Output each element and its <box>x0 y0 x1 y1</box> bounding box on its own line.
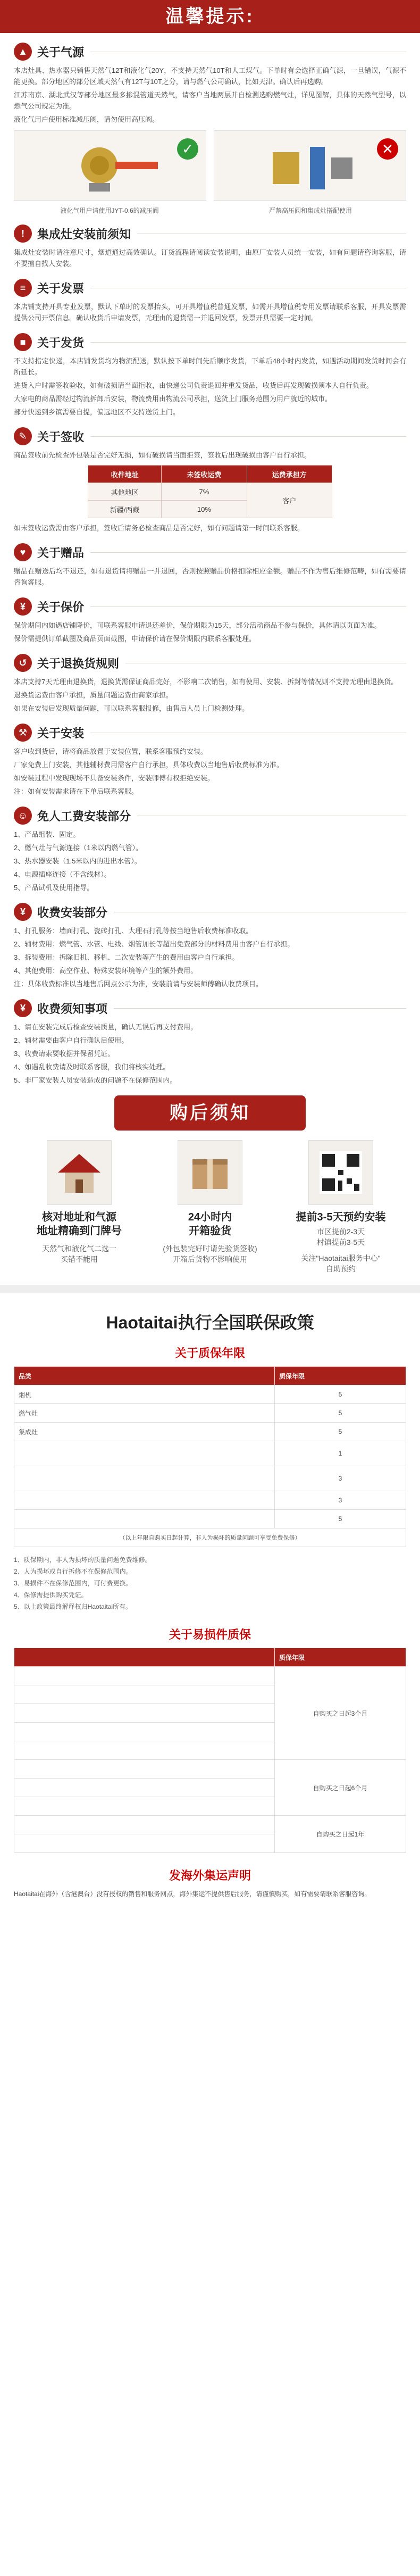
table-cell <box>14 1466 275 1491</box>
table-cell <box>14 1816 275 1834</box>
divider <box>90 552 406 553</box>
paragraph: 厂家免费上门安装，其他辅材费用需客户自行承担，具体收费以当地售后收费标准为准。 <box>14 761 284 769</box>
table-header <box>14 1648 275 1667</box>
paragraph: 部分快递到乡镇需要自提，偏远地区不支持送货上门。 <box>14 408 180 416</box>
note: 4、保修需提供购买凭证。 <box>14 1591 88 1599</box>
policy-notes <box>0 1547 420 1612</box>
policy-subtitle: 发海外集运声明 <box>169 1869 251 1882</box>
table-cell <box>14 1779 275 1797</box>
paragraph: 本店铺支持开具专业发票，默认下单时的发票抬头，可开具增值税普通发票，如需开具增值税专用发票请联系客服，开具发票需提供公司开票信息。确认收货后申请发票，无理由的退货需一并退回发票，发票开具需要一定时间。 <box>14 303 406 322</box>
table-cell: 1 <box>275 1441 406 1466</box>
paragraph: 赠品在赠送后均不退还，如有退货请将赠品一并退回，否则按照赠品价格扣除相应金额。赠品不作为售后维修范畴，如有需要请咨询客服。 <box>14 567 406 586</box>
section-shipping <box>14 333 406 351</box>
house-icon <box>47 1140 112 1205</box>
paragraph: 本店支持7天无理由退换货，退换货需保证商品完好，不影响二次销售，如有使用、安装、拆封等情况则不支持无理由退换货。 <box>14 678 398 686</box>
warranty-table <box>14 1366 406 1547</box>
divider <box>90 342 406 343</box>
table-cell: 3 <box>275 1466 406 1491</box>
paragraph: 3、收费请索要收据并保留凭证。 <box>14 1050 115 1058</box>
section-receipt <box>14 427 406 445</box>
paragraph: 如果在安装后发现质量问题，可以联系客服报修，由售后人员上门检测处理。 <box>14 704 249 712</box>
table-cell: 5 <box>275 1404 406 1423</box>
table-cell: 3 <box>275 1491 406 1510</box>
policy-subtitle: 关于易损件质保 <box>169 1628 251 1641</box>
paragraph: 1、打孔服务：墙面打孔、瓷砖打孔、大理石打孔等按当地售后收费标准收取。 <box>14 927 253 935</box>
table-row <box>14 1441 406 1466</box>
table-row <box>14 1385 406 1404</box>
note: 1、质保期内，非人为损坏的质量问题免费维修。 <box>14 1556 152 1564</box>
paragraph: 5、产品试机及使用指导。 <box>14 884 94 892</box>
caption: 液化气用户请使用JYT-0.6的减压阀 <box>60 207 159 214</box>
paragraph: 液化气用户使用标准减压阀，请勿使用高压阀。 <box>14 115 159 123</box>
paragraph: 保价期间内如遇店铺降价，可联系客服申请退还差价，保价期限为15天，部分活动商品不参与保价，具体请以页面为准。 <box>14 621 381 629</box>
shipping-fee-table <box>88 465 332 518</box>
table-cell: 其他地区 <box>88 483 162 501</box>
note: 2、人为损坏或自行拆修不在保修范围内。 <box>14 1568 132 1575</box>
invoice-icon: ≡ <box>14 279 32 297</box>
table-cell: 7% <box>162 483 247 501</box>
qr-code-icon <box>308 1140 373 1205</box>
paragraph: 4、其他费用：高空作业、特殊安装环境等产生的额外费用。 <box>14 967 198 975</box>
valve-images <box>14 130 406 201</box>
table-row <box>14 1528 406 1547</box>
table-header: 收件地址 <box>88 466 162 483</box>
gift-icon: ♥ <box>14 543 32 561</box>
section-divider <box>0 1285 420 1293</box>
notice-head: 提前3-5天预约安装 <box>296 1211 386 1223</box>
table-row <box>88 483 332 501</box>
paragraph: 5、非厂家安装人员安装造成的问题不在保修范围内。 <box>14 1076 177 1084</box>
table-cell: 燃气灶 <box>14 1404 275 1423</box>
table-cell: 自购买之日起3个月 <box>275 1667 406 1760</box>
paragraph: 2、燃气灶与气源连接（1米以内燃气管）。 <box>14 844 142 852</box>
policy-title: Haotaitai执行全国联保政策 <box>106 1313 314 1332</box>
table-cell <box>14 1797 275 1816</box>
cross-icon: ✕ <box>377 138 398 160</box>
policy-subtitle: 关于质保年限 <box>174 1347 245 1360</box>
warning-icon: ! <box>14 225 32 243</box>
table-cell: 烟机 <box>14 1385 275 1404</box>
divider <box>90 606 406 607</box>
paragraph: 1、请在安装完成后检查安装质量，确认无误后再支付费用。 <box>14 1023 198 1031</box>
paragraph: 2、辅材需要由客户自行确认后使用。 <box>14 1036 129 1044</box>
section-title: 关于签收 <box>37 430 85 444</box>
table-row <box>14 1667 406 1685</box>
notice-foot: (外包装完好时请先验货签收) 开箱后货物不影响使用 <box>163 1244 257 1264</box>
table-row <box>14 1510 406 1528</box>
table-header: 运费承担方 <box>247 466 332 483</box>
section-title: 关于发票 <box>37 281 85 295</box>
table-cell <box>14 1685 275 1704</box>
table-cell <box>14 1491 275 1510</box>
paragraph: 进货入户时需签收验收，如有破损请当面拒收，由快递公司负责退回并重发货品，收货后再发现破损须本人自行负责。 <box>14 381 374 389</box>
table-header: 质保年限 <box>275 1648 406 1667</box>
table-row <box>14 1760 406 1779</box>
page-title: 温馨提示: <box>165 6 255 27</box>
table-footnote: （以上年限自购买日起计算，非人为损坏的质量问题可享受免费保修） <box>14 1528 406 1547</box>
table-cell: 集成灶 <box>14 1423 275 1441</box>
table-cell: 客户 <box>247 483 332 518</box>
consumables-table <box>14 1648 406 1853</box>
table-cell <box>14 1723 275 1741</box>
notice-foot: 关注"Haotaitai服务中心" 自助预约 <box>301 1254 381 1273</box>
valve-image-correct <box>14 130 206 201</box>
table-row <box>14 1816 406 1834</box>
paragraph: 本店灶具、热水器只销售天然气12T和液化气20Y，不支持天然气10T和人工煤气。下单时有会选择正确气源，一旦错误，气源不能更换。部分地区的部分区域天然气有12T与10T之分，请与燃气公司确认，比如天津。确认后再选购。 <box>14 67 406 86</box>
table-cell <box>14 1760 275 1779</box>
yen-icon: ¥ <box>14 597 32 616</box>
table-cell <box>14 1834 275 1853</box>
table-cell: 5 <box>275 1385 406 1404</box>
table-cell <box>14 1704 275 1723</box>
paragraph: 江苏南京、湖北武汉等部分地区最多掺混管道天然气，请客户当地两层并自检测选购燃气灶，详见图解，具体的天然气型号，以燃气公司规定为准。 <box>14 91 406 110</box>
truck-icon: ■ <box>14 333 32 351</box>
section-fee-notes <box>14 999 406 1017</box>
paragraph: 注：如有安装需求请在下单后联系客服。 <box>14 787 139 795</box>
caption: 严禁高压阀和集成灶搭配使用 <box>268 207 352 214</box>
notice-sub: 地址精确到门牌号 <box>37 1225 122 1237</box>
section-invoice <box>14 279 406 297</box>
table-cell: 10% <box>162 501 247 518</box>
table-row <box>14 1404 406 1423</box>
paragraph: 2、辅材费用：燃气管、水管、电线、烟管加长等超出免费部分的材料费用由客户自行承担。 <box>14 940 295 948</box>
paragraph: 退换货运费由客户承担，质量问题运费由商家承担。 <box>14 691 173 699</box>
section-title: 关于安装 <box>37 726 85 740</box>
paragraph: 3、热水器安装（1.5米以内的进出水管）。 <box>14 857 141 865</box>
table-header: 品类 <box>14 1367 275 1385</box>
table-cell: 自购买之日起6个月 <box>275 1760 406 1816</box>
section-title: 集成灶安装前须知 <box>37 227 131 241</box>
table-row <box>14 1466 406 1491</box>
section-paid-install <box>14 903 406 921</box>
table-row <box>14 1423 406 1441</box>
valve-image-wrong <box>214 130 406 201</box>
paragraph: 3、拆装费用：拆除旧机、移机、二次安装等产生的费用由客户自行承担。 <box>14 953 239 961</box>
notice-head: 核对地址和气源 <box>42 1211 116 1223</box>
paragraph: 如安装过程中发现现场不具备安装条件，安装师傅有权拒绝安装。 <box>14 774 215 782</box>
table-cell <box>14 1741 275 1760</box>
notice-items <box>14 1140 406 1274</box>
pressure-valve-icon <box>52 136 169 195</box>
section-title: 关于退换货规则 <box>37 657 120 670</box>
table-header: 质保年限 <box>275 1367 406 1385</box>
paragraph: 4、电源插座连接（不含线材）。 <box>14 870 111 878</box>
table-cell: 5 <box>275 1423 406 1441</box>
table-cell <box>14 1667 275 1685</box>
section-returns <box>14 654 406 672</box>
package-icon <box>178 1140 242 1205</box>
section-title: 收费须知事项 <box>37 1002 108 1016</box>
check-icon: ✓ <box>177 138 198 160</box>
table-header: 未签收运费 <box>162 466 247 483</box>
notice-head: 24小时内 <box>188 1211 232 1223</box>
section-title: 关于赠品 <box>37 546 85 560</box>
paragraph: Haotaitai在海外（含港澳台）没有授权的销售和服务网点，海外集运不提供售后服务，请谨慎购买，如有需要请联系客服咨询。 <box>14 1890 371 1898</box>
paragraph: 商品签收前先检查外包装是否完好无损，如有破损请当面拒签，签收后出现破损由客户自行承担。 <box>14 451 312 459</box>
section-installation <box>14 724 406 742</box>
notice-foot: 天然气和液化气二选一 买错不能用 <box>42 1244 116 1264</box>
return-icon: ↺ <box>14 654 32 672</box>
paragraph: 如未签收运费需由客户承担，签收后请务必检查商品是否完好，如有问题请第一时间联系客服。 <box>14 524 305 532</box>
money-icon: ¥ <box>14 903 32 921</box>
section-title: 关于发货 <box>37 336 85 350</box>
section-title: 免人工费安装部分 <box>37 809 131 823</box>
table-cell <box>14 1510 275 1528</box>
notice-item <box>282 1140 399 1274</box>
note: 3、易损件不在保修范围内，可付费更换。 <box>14 1580 132 1587</box>
table-cell: 5 <box>275 1510 406 1528</box>
paragraph: 1、产品组装、固定。 <box>14 830 80 838</box>
page-header <box>0 0 420 33</box>
divider <box>114 1008 406 1009</box>
notice-sub: 开箱验货 <box>189 1225 231 1237</box>
notice-sub: 市区提前2-3天 村镇提前3-5天 <box>316 1227 365 1247</box>
notice-item <box>152 1140 268 1274</box>
paragraph: 注：具体收费标准以当地售后网点公示为准，安装前请与安装师傅确认收费项目。 <box>14 980 263 988</box>
section-gifts <box>14 543 406 561</box>
section-title: 关于气源 <box>37 45 85 59</box>
table-cell: 自购买之日起1年 <box>275 1816 406 1853</box>
table-row <box>14 1491 406 1510</box>
flame-icon: ▲ <box>14 43 32 61</box>
paragraph: 保价需提供订单截图及商品页面截图，申请保价请在保价期限内联系客服处理。 <box>14 635 256 643</box>
section-free-install <box>14 807 406 825</box>
divider <box>90 436 406 437</box>
money-icon: ¥ <box>14 999 32 1017</box>
section-install-notes <box>14 225 406 243</box>
paragraph: 不支持指定快递，本店铺发货均为物流配送，默认按下单时间先后顺序发货，下单后48小时内发货，如遇活动期间发货时间会有所延长。 <box>14 357 406 376</box>
note: 5、以上政策最终解释权归Haotaitai所有。 <box>14 1603 132 1610</box>
section-title: 收费安装部分 <box>37 905 108 919</box>
section-title: 关于保价 <box>37 600 85 614</box>
image-captions <box>14 206 406 215</box>
notice-banner: 购后须知 <box>114 1095 306 1131</box>
section-gas-source <box>14 43 406 61</box>
person-icon: ☺ <box>14 807 32 825</box>
section-price-protection <box>14 597 406 616</box>
notice-item <box>21 1140 138 1274</box>
paragraph: 集成灶安装时请注意尺寸，烟道通过高效确认。订货流程请阅读安装说明，由原厂安装人员统一安装，如有问题请咨询客服，请不要擅自找人安装。 <box>14 248 406 268</box>
table-cell: 新疆/西藏 <box>88 501 162 518</box>
paragraph: 4、如遇乱收费请及时联系客服，我们将核实处理。 <box>14 1063 170 1071</box>
paragraph: 大家电的商品需经过物流拆卸后安装，物流费用由物流公司承担，送货上门服务范围为用户就近的城市。 <box>14 395 332 403</box>
high-pressure-valve-icon <box>251 136 368 195</box>
wrench-icon: ⚒ <box>14 724 32 742</box>
paragraph: 客户收到货后，请将商品放置于安装位置，联系客服预约安装。 <box>14 747 208 755</box>
signature-icon: ✎ <box>14 427 32 445</box>
table-cell <box>14 1441 275 1466</box>
